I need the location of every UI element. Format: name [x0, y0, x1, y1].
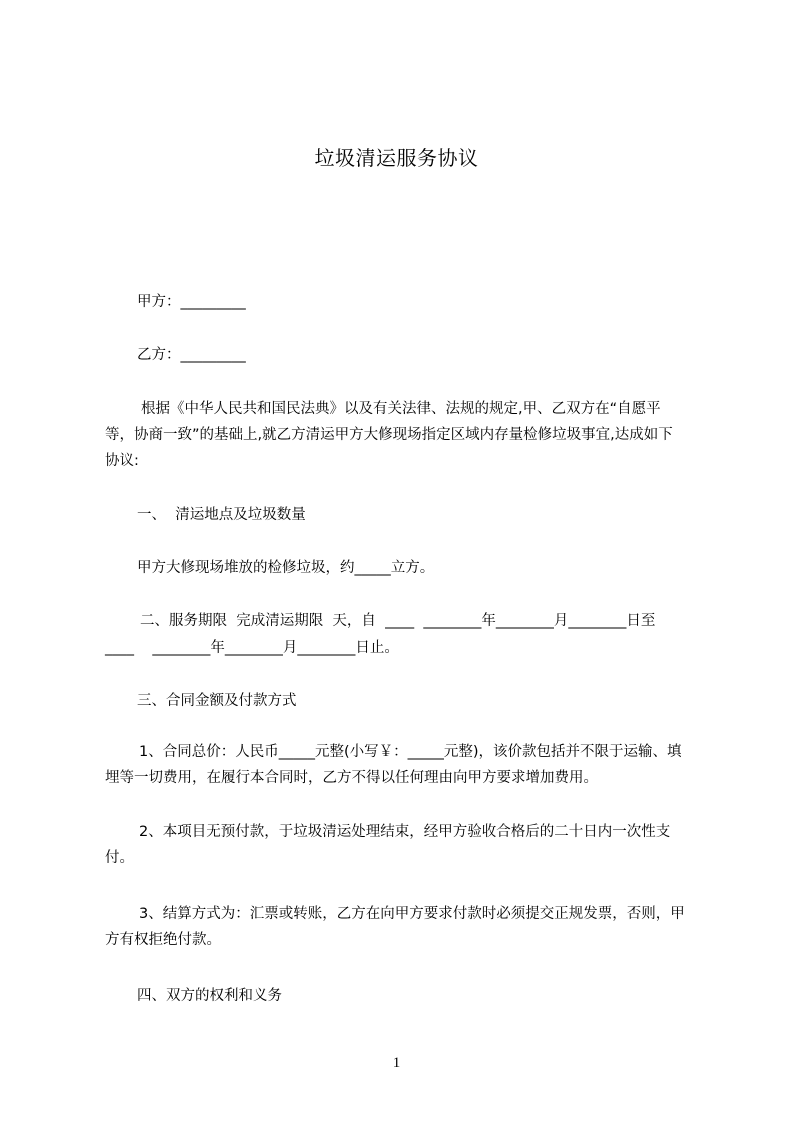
page-number: 1 [392, 1055, 401, 1071]
section-2-line-2: ____ ________年________月________日止。 [105, 640, 399, 656]
section-1-heading: 一、 清运地点及垃圾数量 [137, 507, 306, 523]
intro-paragraph: 根据《中华人民共和国民法典》以及有关法律、法规的规定,甲、乙双方在“自愿平等，协商一致”的基础上,就乙方清运甲方大修现场指定区域内存量检修垃圾事宜,达成如下协议: [105, 401, 673, 469]
clause-3: 3、结算方式为：汇票或转账，乙方在向甲方要求付款时必须提交正规发票，否则，甲方有权拒绝付款。 [105, 906, 685, 948]
section-1-text: 甲方大修现场堆放的检修垃圾，约_____立方。 [137, 560, 435, 576]
section-2-line-1: 二、服务期限 完成清运期限 天，自 ____ ________年________月________日至 [140, 613, 656, 629]
clause-1: 1、合同总价：人民币_____元整(小写￥：_____元整)，该价款包括并不限于运输、填埋等一切费用，在履行本合同时，乙方不得以任何理由向甲方要求增加费用。 [105, 744, 682, 786]
document-title: 垃圾清运服务协议 [314, 146, 479, 170]
section-4-heading: 四、双方的权利和义务 [137, 988, 282, 1004]
party-b-line: 乙方：_________ [137, 347, 246, 363]
clause-2: 2、本项目无预付款，于垃圾清运处理结束，经甲方验收合格后的二十日内一次性支付。 [105, 824, 671, 866]
party-a-line: 甲方：_________ [137, 294, 246, 310]
section-3-heading: 三、合同金额及付款方式 [137, 693, 297, 709]
